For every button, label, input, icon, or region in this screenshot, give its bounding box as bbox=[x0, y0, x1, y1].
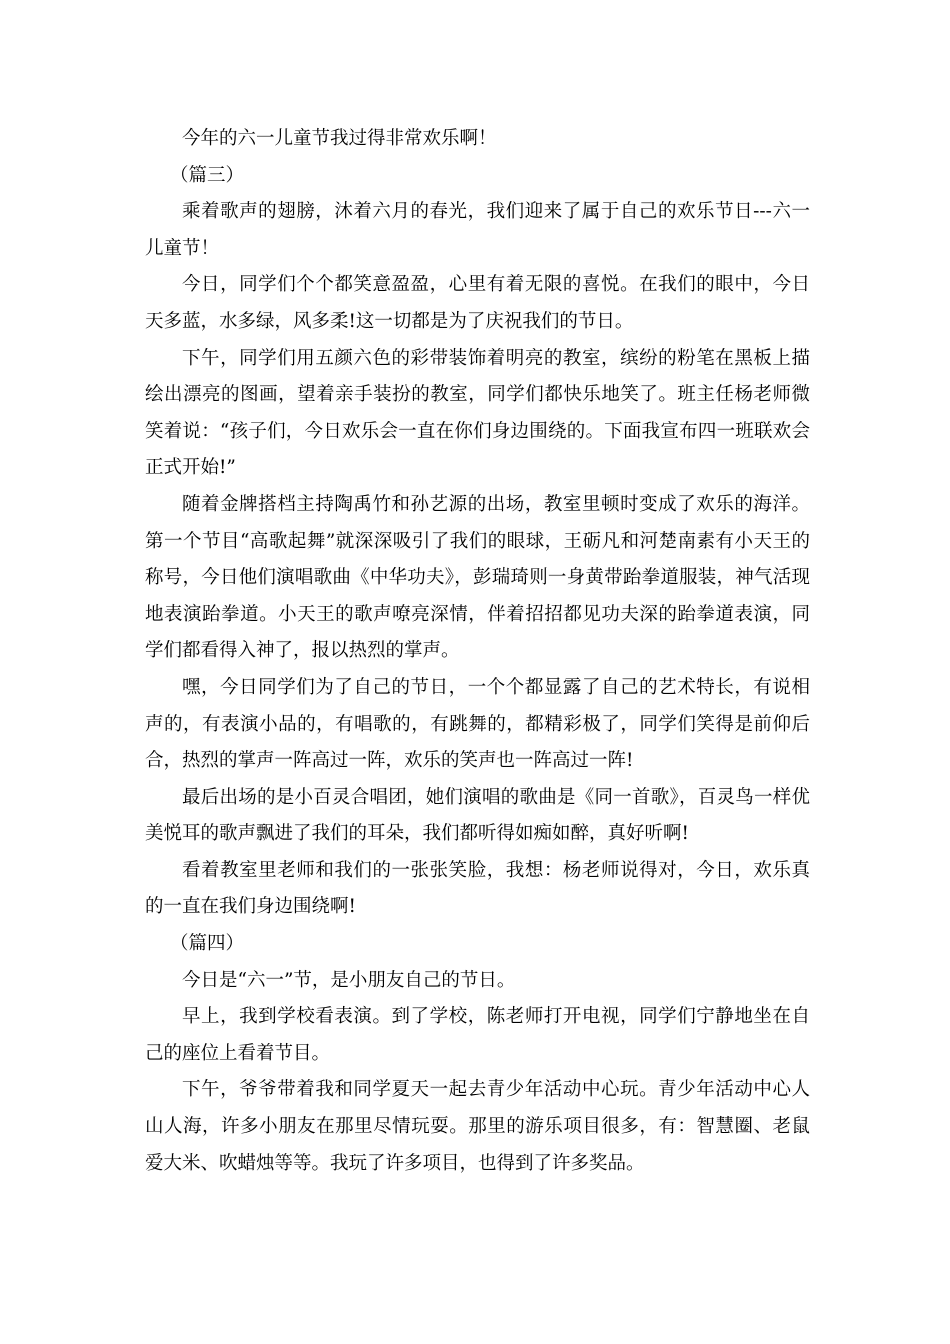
paragraph: 随着金牌搭档主持陶禹竹和孙艺源的出场，教室里顿时变成了欢乐的海洋。第一个节目“高歌起舞”就深深吸引了我们的眼球，王砺凡和河楚南素有小天王的称号，今日他们演唱歌曲《中华功夫》，彭瑞琦则一身黄带跆拳道服装，神气活现地表演跆拳道。小天王的歌声嘹亮深情，伴着招招都见功夫深的跆拳道表演，同学们都看得入神了，报以热烈的掌声。 bbox=[145, 493, 810, 662]
paragraph: 看着教室里老师和我们的一张张笑脸，我想：杨老师说得对，今日，欢乐真的一直在我们身边围绕啊! bbox=[145, 859, 810, 918]
paragraph: 最后出场的是小百灵合唱团，她们演唱的歌曲是《同一首歌》，百灵鸟一样优美悦耳的歌声飘进了我们的耳朵，我们都听得如痴如醉，真好听啊! bbox=[145, 786, 810, 845]
paragraph: 下午，同学们用五颜六色的彩带装饰着明亮的教室，缤纷的粉笔在黑板上描绘出漂亮的图画，望着亲手装扮的教室，同学们都快乐地笑了。班主任杨老师微笑着说：“孩子们，今日欢乐会一直在你们身边围绕的。下面我宣布四一班联欢会正式开始!” bbox=[145, 347, 810, 479]
paragraph: 嘿，今日同学们为了自己的节日，一个个都显露了自己的艺术特长，有说相声的，有表演小品的，有唱歌的，有跳舞的，都精彩极了，同学们笑得是前仰后合，热烈的掌声一阵高过一阵，欢乐的笑声也一阵高过一阵! bbox=[145, 676, 810, 772]
paragraph: 乘着歌声的翅膀，沐着六月的春光，我们迎来了属于自己的欢乐节日---六一儿童节！ bbox=[145, 201, 810, 259]
paragraph: 今日，同学们个个都笑意盈盈，心里有着无限的喜悦。在我们的眼中，今日天多蓝，水多绿，风多柔!这一切都是为了庆祝我们的节日。 bbox=[145, 274, 810, 332]
section-heading-3: （篇三） bbox=[169, 164, 244, 186]
section-heading-4: （篇四） bbox=[169, 933, 244, 955]
paragraph: 早上，我到学校看表演。到了学校，陈老师打开电视，同学们宁静地坐在自己的座位上看着节目。 bbox=[145, 1006, 810, 1064]
paragraph: 今日是“六一”节，是小朋友自己的节日。 bbox=[182, 969, 516, 991]
article-body bbox=[145, 121, 810, 1182]
paragraph: 下午，爷爷带着我和同学夏天一起去青少年活动中心玩。青少年活动中心人山人海，许多小朋友在那里尽情玩耍。那里的游乐项目很多，有：智慧圈、老鼠爱大米、吹蜡烛等等。我玩了许多项目，也得到了许多奖品。 bbox=[145, 1079, 810, 1174]
paragraph: 今年的六一儿童节我过得非常欢乐啊！ bbox=[182, 128, 497, 149]
